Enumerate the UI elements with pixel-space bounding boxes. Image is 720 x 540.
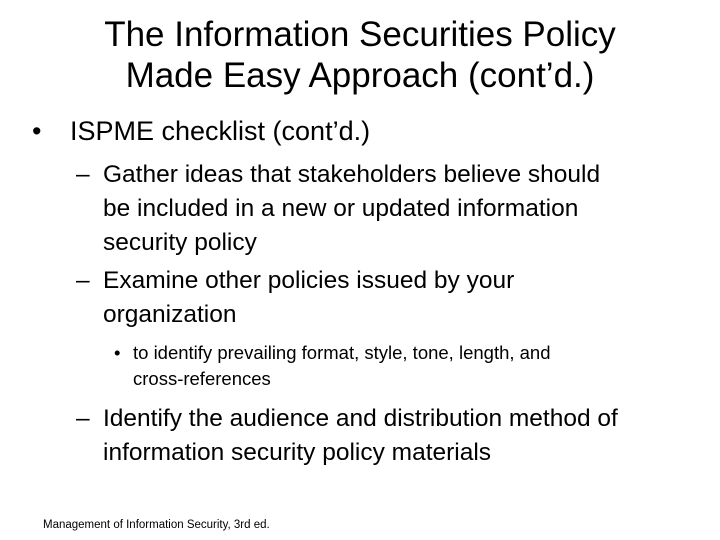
level3-text	[114, 340, 704, 392]
level2-item	[76, 264, 696, 332]
text-line: security policy	[103, 229, 257, 256]
level3-bullet-item	[114, 340, 704, 392]
text-line: be included in a new or updated information	[103, 195, 579, 222]
text-line: organization	[103, 301, 237, 328]
dash-icon: –	[76, 267, 90, 294]
footer-text: Management of Information Security, 3rd ed.	[43, 519, 270, 531]
level1-bullet-text: ISPME checklist (cont’d.)	[70, 116, 371, 146]
text-line: cross-references	[133, 368, 271, 389]
level2-item	[76, 158, 696, 260]
text-line: to identify prevailing format, style, tone, length, and	[133, 342, 551, 363]
bullet-icon: •	[114, 342, 121, 363]
bullet-icon: •	[32, 116, 42, 146]
level2-text	[76, 402, 696, 470]
dash-icon: –	[76, 405, 90, 432]
slide-title	[0, 14, 720, 96]
level2-item	[76, 402, 696, 470]
dash-icon: –	[76, 161, 90, 188]
text-line: Identify the audience and distribution method of	[103, 405, 618, 432]
title-line: Made Easy Approach (cont’d.)	[125, 56, 595, 95]
text-line: information security policy materials	[103, 439, 492, 466]
text-line: Examine other policies issued by your	[103, 267, 515, 294]
text-line: Gather ideas that stakeholders believe should	[103, 161, 601, 188]
title-line: The Information Securities Policy	[104, 15, 616, 54]
level2-text	[76, 264, 696, 332]
level2-text	[76, 158, 696, 260]
